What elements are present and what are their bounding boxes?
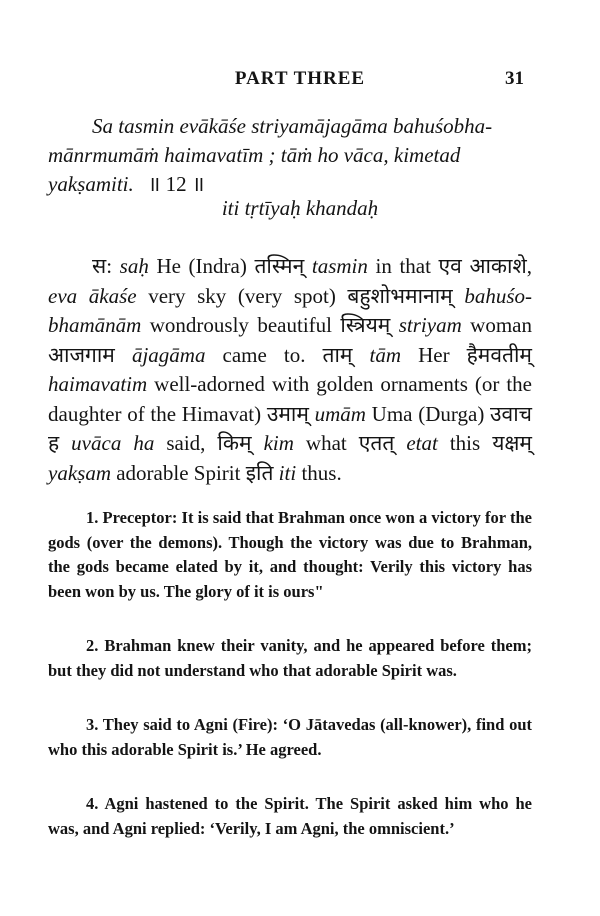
transliteration: eva ākaśe [48,283,137,308]
page-title: PART THREE [234,68,366,89]
commentary [48,506,532,871]
commentary-paragraph: 1. Preceptor: It is said that Brahman once won a victory for the gods (over the demons). Though the victory was due to Brahman, the gods became elated by it, and thought: Verily this victory has been won by us. The glory of it is ours" [48,508,532,601]
gloss-text: said, किम् [154,431,264,455]
transliteration: yakṣam [48,460,111,485]
transliteration: etat [406,431,438,455]
transliteration: umām [314,401,366,426]
verse-number: ॥ 12 ॥ [147,172,205,196]
transliteration: bahuśo-bhamānām [48,283,532,337]
running-header [0,68,600,92]
transliteration: tasmin [311,254,368,278]
transliteration: ājagāma [131,342,206,367]
gloss-text: Her हैमवतीम् [401,342,532,367]
page-number: 31 [505,68,524,89]
verse-line: Sa tasmin evākāśe striyamājagāma bahuśobha- [92,114,493,138]
commentary-paragraph: 3. They said to Agni (Fire): ‘O Jātavedas (all-knower), find out who this adorable Spirit is.’ He agreed. [48,715,532,759]
gloss-text: स: [92,254,120,278]
section-title: iti tṛtīyaḥ khandaḥ [221,196,379,220]
transliteration: iti [278,460,297,485]
gloss-text: woman आजगाम [48,313,532,367]
gloss-text: in that एव आकाशे, [367,254,533,278]
transliteration: kim [263,431,294,455]
transliteration: striyam [398,313,462,337]
transliteration: haimavatim [48,372,148,396]
gloss-text: came to. ताम् [205,342,370,367]
gloss-text: this यक्षम् [437,431,532,455]
gloss-paragraph [48,252,532,488]
transliteration: saḥ [119,254,149,278]
word-gloss [48,252,532,488]
verse-line: mānrmumāṁ haimavatīm ; tāṁ ho vāca, kimetad [48,143,461,167]
gloss-text: wondrously beautiful स्त्रियम् [141,313,399,337]
gloss-text: He (Indra) तस्मिन् [148,254,312,278]
transliteration: tām [369,342,402,367]
gloss-text: thus. [296,460,342,485]
verse-line: yakṣamiti. [48,172,134,196]
transliteration: uvāca ha [71,431,155,455]
gloss-text: well-adorned with golden ornaments (or the daughter of the Himavat) उमाम् [48,372,532,426]
gloss-text: very sky (very spot) बहुशोभमानाम् [136,283,465,308]
sanskrit-verse [48,112,532,199]
gloss-text: Uma (Durga) उवाच ह [48,401,532,455]
commentary-paragraph: 4. Agni hastened to the Spirit. The Spirit asked him who he was, and Agni replied: ‘Verily, I am Agni, the omniscient.’ [48,794,532,838]
gloss-text: adorable Spirit इति [110,460,279,485]
commentary-paragraph: 2. Brahman knew their vanity, and he appeared before them; but they did not understand who that adorable Spirit was. [48,636,532,680]
gloss-text: what एतत् [293,431,407,455]
